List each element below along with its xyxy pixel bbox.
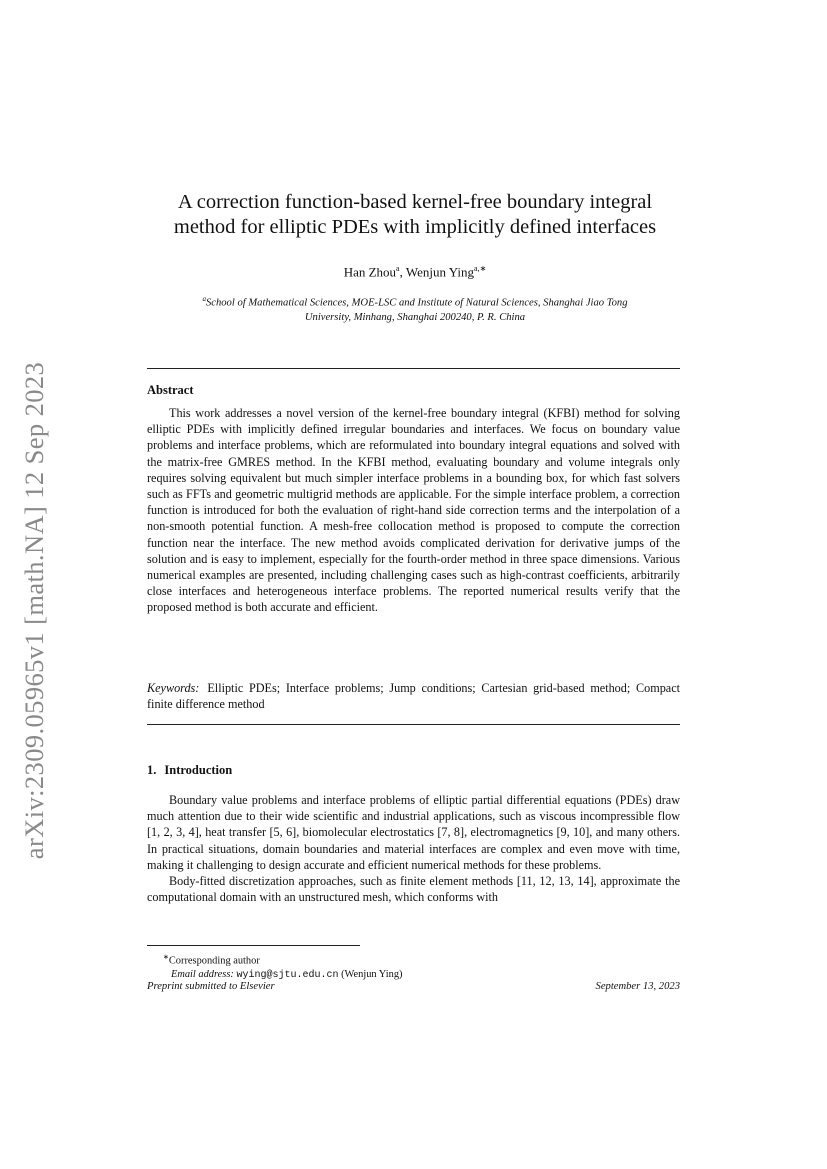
title-line-1: A correction function-based kernel-free boundary integral [177, 191, 653, 213]
author-affiliation-mark: a,∗ [474, 264, 487, 273]
preprint-note: Preprint submitted to Elsevier [147, 981, 275, 992]
section-title: Introduction [164, 763, 233, 777]
abstract-heading: Abstract [147, 383, 194, 397]
paragraph: Body-fitted discretization approaches, such as finite element methods [11, 12, 13, 14], approximate the computational domain with an unstructured mesh, which conforms with [147, 874, 680, 905]
keywords-label: Keywords: [147, 681, 200, 695]
introduction-body [147, 792, 680, 905]
affiliation-line-1: School of Mathematical Sciences, MOE-LSC and Institute of Natural Sciences, Shanghai Jiao Tong [205, 297, 628, 309]
abstract-bottom-rule [147, 724, 680, 725]
author-name: Wenjun Ying [405, 264, 475, 280]
author-name: Han Zhou [343, 264, 397, 280]
author-separator: , [399, 264, 406, 280]
paper-title [120, 190, 710, 240]
keywords [147, 680, 680, 712]
affiliation-line-2: University, Minhang, Shanghai 200240, P. R. China [304, 311, 526, 323]
email-owner: (Wenjun Ying) [341, 969, 403, 981]
title-line-2: method for elliptic PDEs with implicitly defined interfaces [173, 216, 657, 238]
corresponding-author-note: Corresponding author [168, 955, 260, 967]
footnote [147, 950, 680, 983]
author-affiliation-mark: a [396, 264, 400, 273]
affiliation-mark: a [202, 295, 206, 303]
arxiv-identifier: arXiv:2309.05965v1 [math.NA] 12 Sep 2023 [19, 361, 50, 860]
affiliation [140, 292, 690, 325]
date: September 13, 2023 [595, 981, 680, 992]
email-address: wying@sjtu.edu.cn [236, 970, 339, 982]
section-number: 1. [147, 763, 157, 777]
paragraph: Boundary value problems and interface problems of elliptic partial differential equations (PDEs) draw much attention due to their wide scientific and industrial applications, such as viscous incompressible flow [1, 2, 3, 4], heat transfer [5, 6], biomolecular electrostatics [7, 8], electromagnetics [9, 10], and many others. In practical situations, domain boundaries and material interfaces are complex and even move with time, making it challenging to design accurate and efficient numerical methods for these problems. [147, 793, 680, 872]
email-label: Email address: [171, 969, 234, 981]
section-heading [147, 763, 232, 778]
author-list [120, 264, 710, 280]
arxiv-side-stamp [10, 343, 60, 878]
abstract-top-rule [147, 368, 680, 369]
abstract-body [147, 405, 680, 616]
footnote-marker: ∗ [163, 953, 169, 961]
keywords-text: Elliptic PDEs; Interface problems; Jump conditions; Cartesian grid-based method; Compact finite difference method [147, 681, 680, 712]
footnote-rule [147, 945, 360, 946]
abstract-text: This work addresses a novel version of the kernel-free boundary integral (KFBI) method for solving elliptic PDEs with implicitly defined irregular boundaries and interfaces. We focus on boundary value problems and interface problems, which are reformulated into boundary integral equations and solved with the matrix-free GMRES method. In the KFBI method, evaluating boundary and volume integrals only requires solving equivalent but much simpler interface problems in a bounding box, for which fast solvers such as FFTs and geometric multigrid methods are applicable. For the simple interface problem, a correction function is introduced for both the evaluation of right-hand side correction terms and the interpolation of a non-smooth potential function. A mesh-free collocation method is proposed to compute the correction function near the interface. The new method avoids complicated derivation for derivative jumps of the solution and is easy to implement, especially for the fourth-order method in three space dimensions. Various numerical examples are presented, including challenging cases such as high-contrast coefficients, arbitrarily close interfaces and heterogeneous interface problems. The reported numerical results verify that the proposed method is both accurate and efficient. [147, 406, 680, 615]
